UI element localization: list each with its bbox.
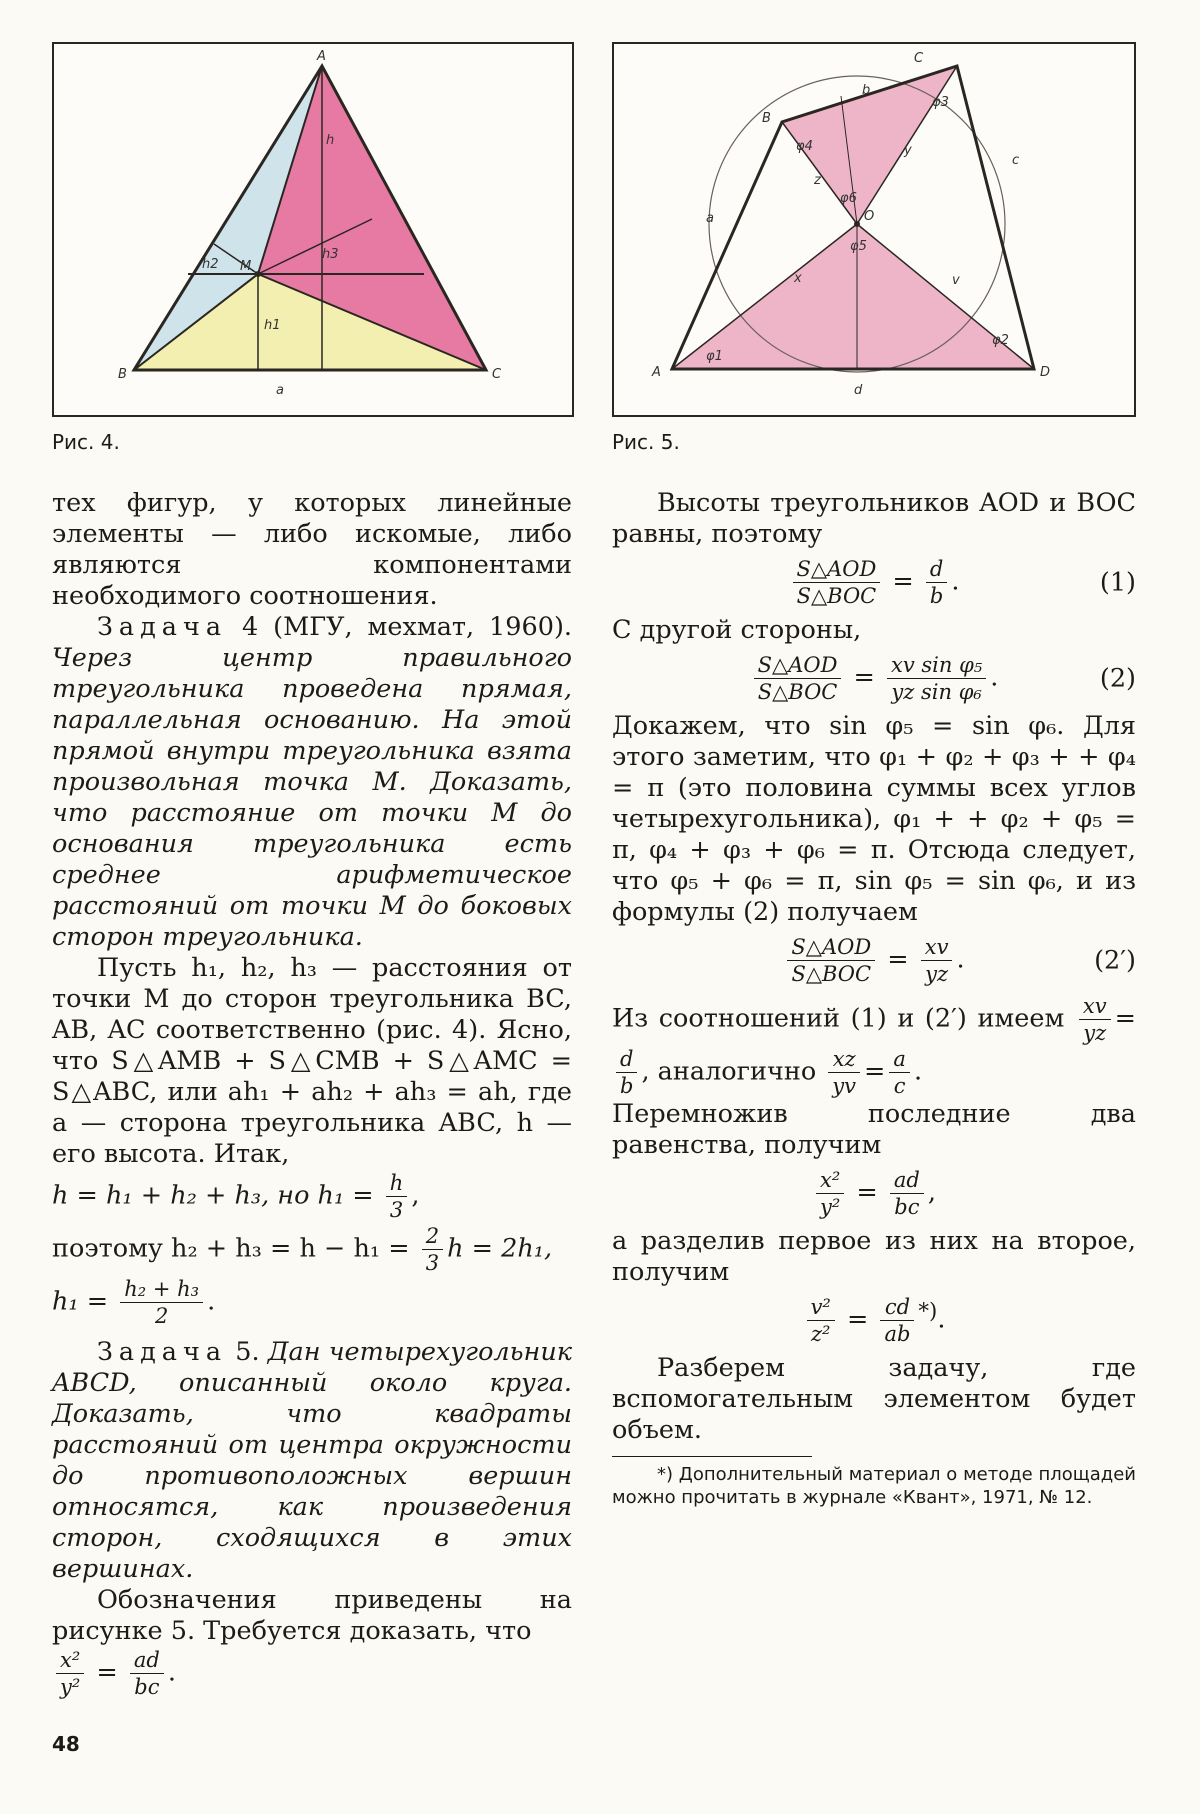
fraction-den: bc bbox=[134, 1675, 160, 1699]
label-phi4: φ4 bbox=[796, 139, 813, 154]
footnote-marker: *) bbox=[918, 1299, 938, 1324]
label-d-vertex: D bbox=[1040, 365, 1051, 380]
label-x: x bbox=[794, 271, 802, 286]
equation-number-1: (1) bbox=[1099, 567, 1136, 597]
label-m: M bbox=[240, 259, 252, 274]
figure-5-drawing bbox=[614, 44, 1134, 415]
label-y: y bbox=[904, 143, 912, 158]
fraction-den: b bbox=[620, 1074, 634, 1098]
fraction-den: S△BOC bbox=[796, 584, 877, 608]
label-o: O bbox=[864, 209, 875, 224]
left-paragraph-3: Обозначения приведены на рисунке 5. Требуется доказать, что bbox=[52, 1585, 572, 1646]
label-c-vertex: C bbox=[914, 51, 924, 66]
fraction-x2-y2 bbox=[56, 1647, 84, 1700]
center-o bbox=[854, 221, 860, 227]
label-phi5: φ5 bbox=[850, 239, 867, 254]
fraction-den: yz bbox=[1083, 1021, 1107, 1045]
equation-x2-y2: $\frac{\text{x²}}{\text{y²}}$ = $\frac{ad}{bc}$ , bbox=[612, 1167, 1136, 1220]
equation-h-text: h = h₁ + h₂ + h₃, но h₁ = bbox=[52, 1180, 374, 1211]
figure-4-caption: Рис. 4. bbox=[52, 430, 120, 454]
equation-h1-lhs: h₁ = bbox=[52, 1286, 109, 1317]
label-phi1: φ1 bbox=[706, 349, 723, 364]
fraction-ad-bc bbox=[130, 1647, 164, 1700]
fraction-den: 3 bbox=[389, 1198, 404, 1222]
fraction-num: ad bbox=[890, 1167, 924, 1194]
footnote-divider bbox=[612, 1456, 812, 1457]
fraction-h2h3-2 bbox=[120, 1276, 203, 1329]
fraction-den: yz bbox=[925, 962, 949, 986]
fraction-x2-y2 bbox=[816, 1167, 844, 1220]
label-phi3: φ3 bbox=[932, 95, 949, 110]
label-a-side: a bbox=[706, 211, 714, 226]
fraction-den: y² bbox=[820, 1195, 841, 1219]
left-paragraph-1: тех фигур, у которых линейные элементы — либо искомые, либо являются компонентами необходимого соотношения. bbox=[52, 488, 572, 611]
label-a-side: a bbox=[276, 383, 284, 398]
label-phi2: φ2 bbox=[992, 333, 1009, 348]
fraction-den: S△BOC bbox=[791, 962, 872, 986]
fraction-num: ad bbox=[130, 1647, 164, 1674]
fraction-num: d bbox=[926, 556, 947, 583]
equation-2-prime: $\frac{\text{S△AOD}}{\text{S△BOC}}$ = $\frac{xv}{yz}$ . (2′) bbox=[612, 934, 1136, 987]
fraction-num: S△AOD bbox=[754, 652, 842, 679]
fraction-d-b bbox=[616, 1046, 637, 1099]
label-h3: h3 bbox=[322, 247, 339, 262]
figure-4-drawing bbox=[54, 44, 572, 415]
fraction-num: S△AOD bbox=[787, 934, 875, 961]
figure-5 bbox=[612, 42, 1136, 417]
fraction-a-c bbox=[889, 1046, 910, 1099]
equals-sign: = bbox=[96, 1657, 118, 1688]
label-b-side: b bbox=[862, 83, 871, 98]
task-4-label: Задача bbox=[97, 612, 228, 642]
fraction-den: c bbox=[893, 1074, 906, 1098]
equation-h-end: , bbox=[411, 1180, 420, 1211]
label-b-vertex: B bbox=[762, 111, 771, 126]
fraction-s-aod-s-boc bbox=[793, 556, 881, 609]
task-4-heading bbox=[52, 612, 572, 953]
fraction-num: h bbox=[386, 1170, 408, 1197]
fraction-num: d bbox=[616, 1046, 637, 1073]
fraction-den: bc bbox=[894, 1195, 920, 1219]
point-m bbox=[255, 271, 261, 277]
fraction-den: S△BOC bbox=[757, 680, 838, 704]
label-z: z bbox=[814, 173, 821, 188]
equation-so-text: поэтому h₂ + h₃ = h − h₁ = bbox=[52, 1233, 410, 1264]
fraction-num: v² bbox=[807, 1294, 835, 1321]
fraction-num: cd bbox=[880, 1294, 914, 1321]
label-a-vertex: A bbox=[652, 365, 661, 380]
fraction-num: h₂ + h₃ bbox=[120, 1276, 203, 1303]
label-d-side: d bbox=[854, 383, 863, 398]
label-a-vertex: A bbox=[317, 49, 326, 64]
fraction-den: yv bbox=[832, 1074, 857, 1098]
fraction-num: x² bbox=[56, 1647, 84, 1674]
fraction-num: a bbox=[889, 1046, 910, 1073]
fraction-d-b bbox=[926, 556, 947, 609]
label-c-side: c bbox=[1012, 153, 1020, 168]
equation-number-2: (2) bbox=[1099, 663, 1136, 693]
fraction-num: xv bbox=[921, 934, 953, 961]
fraction-v2-z2 bbox=[807, 1294, 835, 1347]
equation-v2-z2: $\frac{\text{v²}}{\text{z²}}$ = $\frac{cd}{ab}$ *). bbox=[612, 1294, 1136, 1347]
label-c-vertex: C bbox=[492, 367, 502, 382]
fraction-s-aod-s-boc bbox=[787, 934, 875, 987]
fraction-num: 2 bbox=[422, 1223, 443, 1250]
fraction-cd-ab bbox=[880, 1294, 914, 1347]
equation-so bbox=[52, 1223, 572, 1276]
right-paragraph-5: Перемножив последние два равенства, получим bbox=[612, 1099, 1136, 1160]
right-paragraph-3: Докажем, что sin φ₅ = sin φ₆. Для этого заметим, что φ₁ + φ₂ + φ₃ + + φ₄ = π (это половина суммы всех углов четырехугольника), φ₁ + + φ₂ + φ₅ = π, φ₄ + φ₃ + φ₆ = π. Отсюда следует, что φ₅ + φ₆ = π, sin φ₅ = sin φ₆, и из формулы (2) получаем bbox=[612, 711, 1136, 927]
label-h1: h1 bbox=[264, 318, 281, 333]
fraction-xv-yz bbox=[1079, 993, 1111, 1046]
equation-end: . bbox=[167, 1657, 176, 1688]
equation-h bbox=[52, 1170, 572, 1223]
similarly-text: , аналогично bbox=[641, 1056, 817, 1087]
fraction-xz-yv bbox=[828, 1046, 860, 1099]
fraction-den: 2 bbox=[154, 1304, 169, 1328]
right-paragraph-2: С другой стороны, bbox=[612, 615, 862, 645]
fraction-den: y² bbox=[60, 1675, 81, 1699]
equation-h1-end: . bbox=[207, 1286, 216, 1317]
task-4-text: Через центр правильного треугольника проведена прямая, параллельная основанию. На этой прямой внутри треугольника взята произвольная точка M. Доказать, что расстояние от точки M до основания треугольника есть среднее арифметическое расстояний от точки M до боковых сторон треугольника. bbox=[52, 643, 572, 952]
right-paragraph-6: а разделив первое из них на второе, получим bbox=[612, 1226, 1136, 1287]
fraction-den: 3 bbox=[425, 1251, 440, 1275]
footnote: *) Дополнительный материал о методе площадей можно прочитать в журнале «Квант», 1971, № 12. bbox=[612, 1464, 1136, 1508]
task-5-text: Дан четырехугольник ABCD, описанный около круга. Доказать, что квадраты расстояний от центра окружности до противоположных вершин относятся, как произведения сторон, сходящихся в этих вершинах. bbox=[52, 1337, 572, 1584]
figure-4 bbox=[52, 42, 574, 417]
fraction-sin bbox=[887, 652, 986, 705]
fraction-num: xz bbox=[828, 1046, 860, 1073]
task-5-number: 5. bbox=[235, 1337, 260, 1367]
fraction-num: x² bbox=[816, 1167, 844, 1194]
label-b-vertex: B bbox=[118, 367, 127, 382]
label-h2: h2 bbox=[202, 257, 219, 272]
task-4-number: 4 (МГУ, мехмат, 1960). bbox=[242, 612, 572, 642]
right-column bbox=[612, 488, 1136, 1509]
fraction-num: xv bbox=[1079, 993, 1111, 1020]
fraction-2-3 bbox=[422, 1223, 443, 1276]
page-number: 48 bbox=[52, 1732, 80, 1756]
equation-h1 bbox=[52, 1276, 572, 1329]
fraction-h-3 bbox=[386, 1170, 408, 1223]
left-paragraph-2: Пусть h₁, h₂, h₃ — расстояния от точки M до сторон треугольника BC, AB, AC соответственно (рис. 4). Ясно, что S△AMB + S△CMB + S△AMC = S△ABC, или ah₁ + ah₂ + ah₃ = ah, где a — сторона треугольника ABC, h — его высота. Итак, bbox=[52, 953, 572, 1169]
fraction-den: yz sin φ₆ bbox=[891, 680, 982, 704]
fraction-xv-yz bbox=[921, 934, 953, 987]
left-column bbox=[52, 488, 572, 1700]
fraction-den: z² bbox=[810, 1322, 831, 1346]
fraction-den: b bbox=[929, 584, 944, 608]
fraction-den: ab bbox=[884, 1322, 911, 1346]
right-paragraph-4: Из соотношений (1) и (2′) имеем $\frac{xv}{yz}$ = $\frac{d}{b}$ , аналогично $\frac{xz}{yv}$ = $\frac{a}{c}$ . bbox=[612, 994, 1136, 1098]
equation-x2-y2 bbox=[52, 1647, 572, 1700]
task-5-label: Задача bbox=[97, 1337, 228, 1367]
right-paragraph-4-text: Из соотношений (1) и (2′) имеем bbox=[612, 1003, 1065, 1034]
label-h: h bbox=[326, 133, 335, 148]
label-phi6: φ6 bbox=[840, 191, 857, 206]
equation-so-end: h = 2h₁, bbox=[447, 1233, 553, 1264]
fraction-ad-bc bbox=[890, 1167, 924, 1220]
equation-number-2-prime: (2′) bbox=[1094, 945, 1136, 975]
equation-2: $\frac{\text{S△AOD}}{\text{S△BOC}}$ = $\frac{\text{xv sin φ₅}}{\text{yz sin φ₆}}$ . (2) bbox=[612, 652, 1136, 705]
fraction-num: xv sin φ₅ bbox=[887, 652, 986, 679]
equation-1: $\frac{\text{S△AOD}}{\text{S△BOC}}$ = $\frac{d}{b}$ . (1) bbox=[612, 556, 1136, 609]
fraction-num: S△AOD bbox=[793, 556, 881, 583]
right-paragraph-1: Высоты треугольников AOD и BOC равны, поэтому bbox=[612, 488, 1136, 549]
task-5-heading bbox=[52, 1337, 572, 1585]
label-v: v bbox=[952, 273, 960, 288]
right-paragraph-7: Разберем задачу, где вспомогательным элементом будет объем. bbox=[612, 1353, 1136, 1445]
figure-5-caption: Рис. 5. bbox=[612, 430, 680, 454]
fraction-s-aod-s-boc bbox=[754, 652, 842, 705]
